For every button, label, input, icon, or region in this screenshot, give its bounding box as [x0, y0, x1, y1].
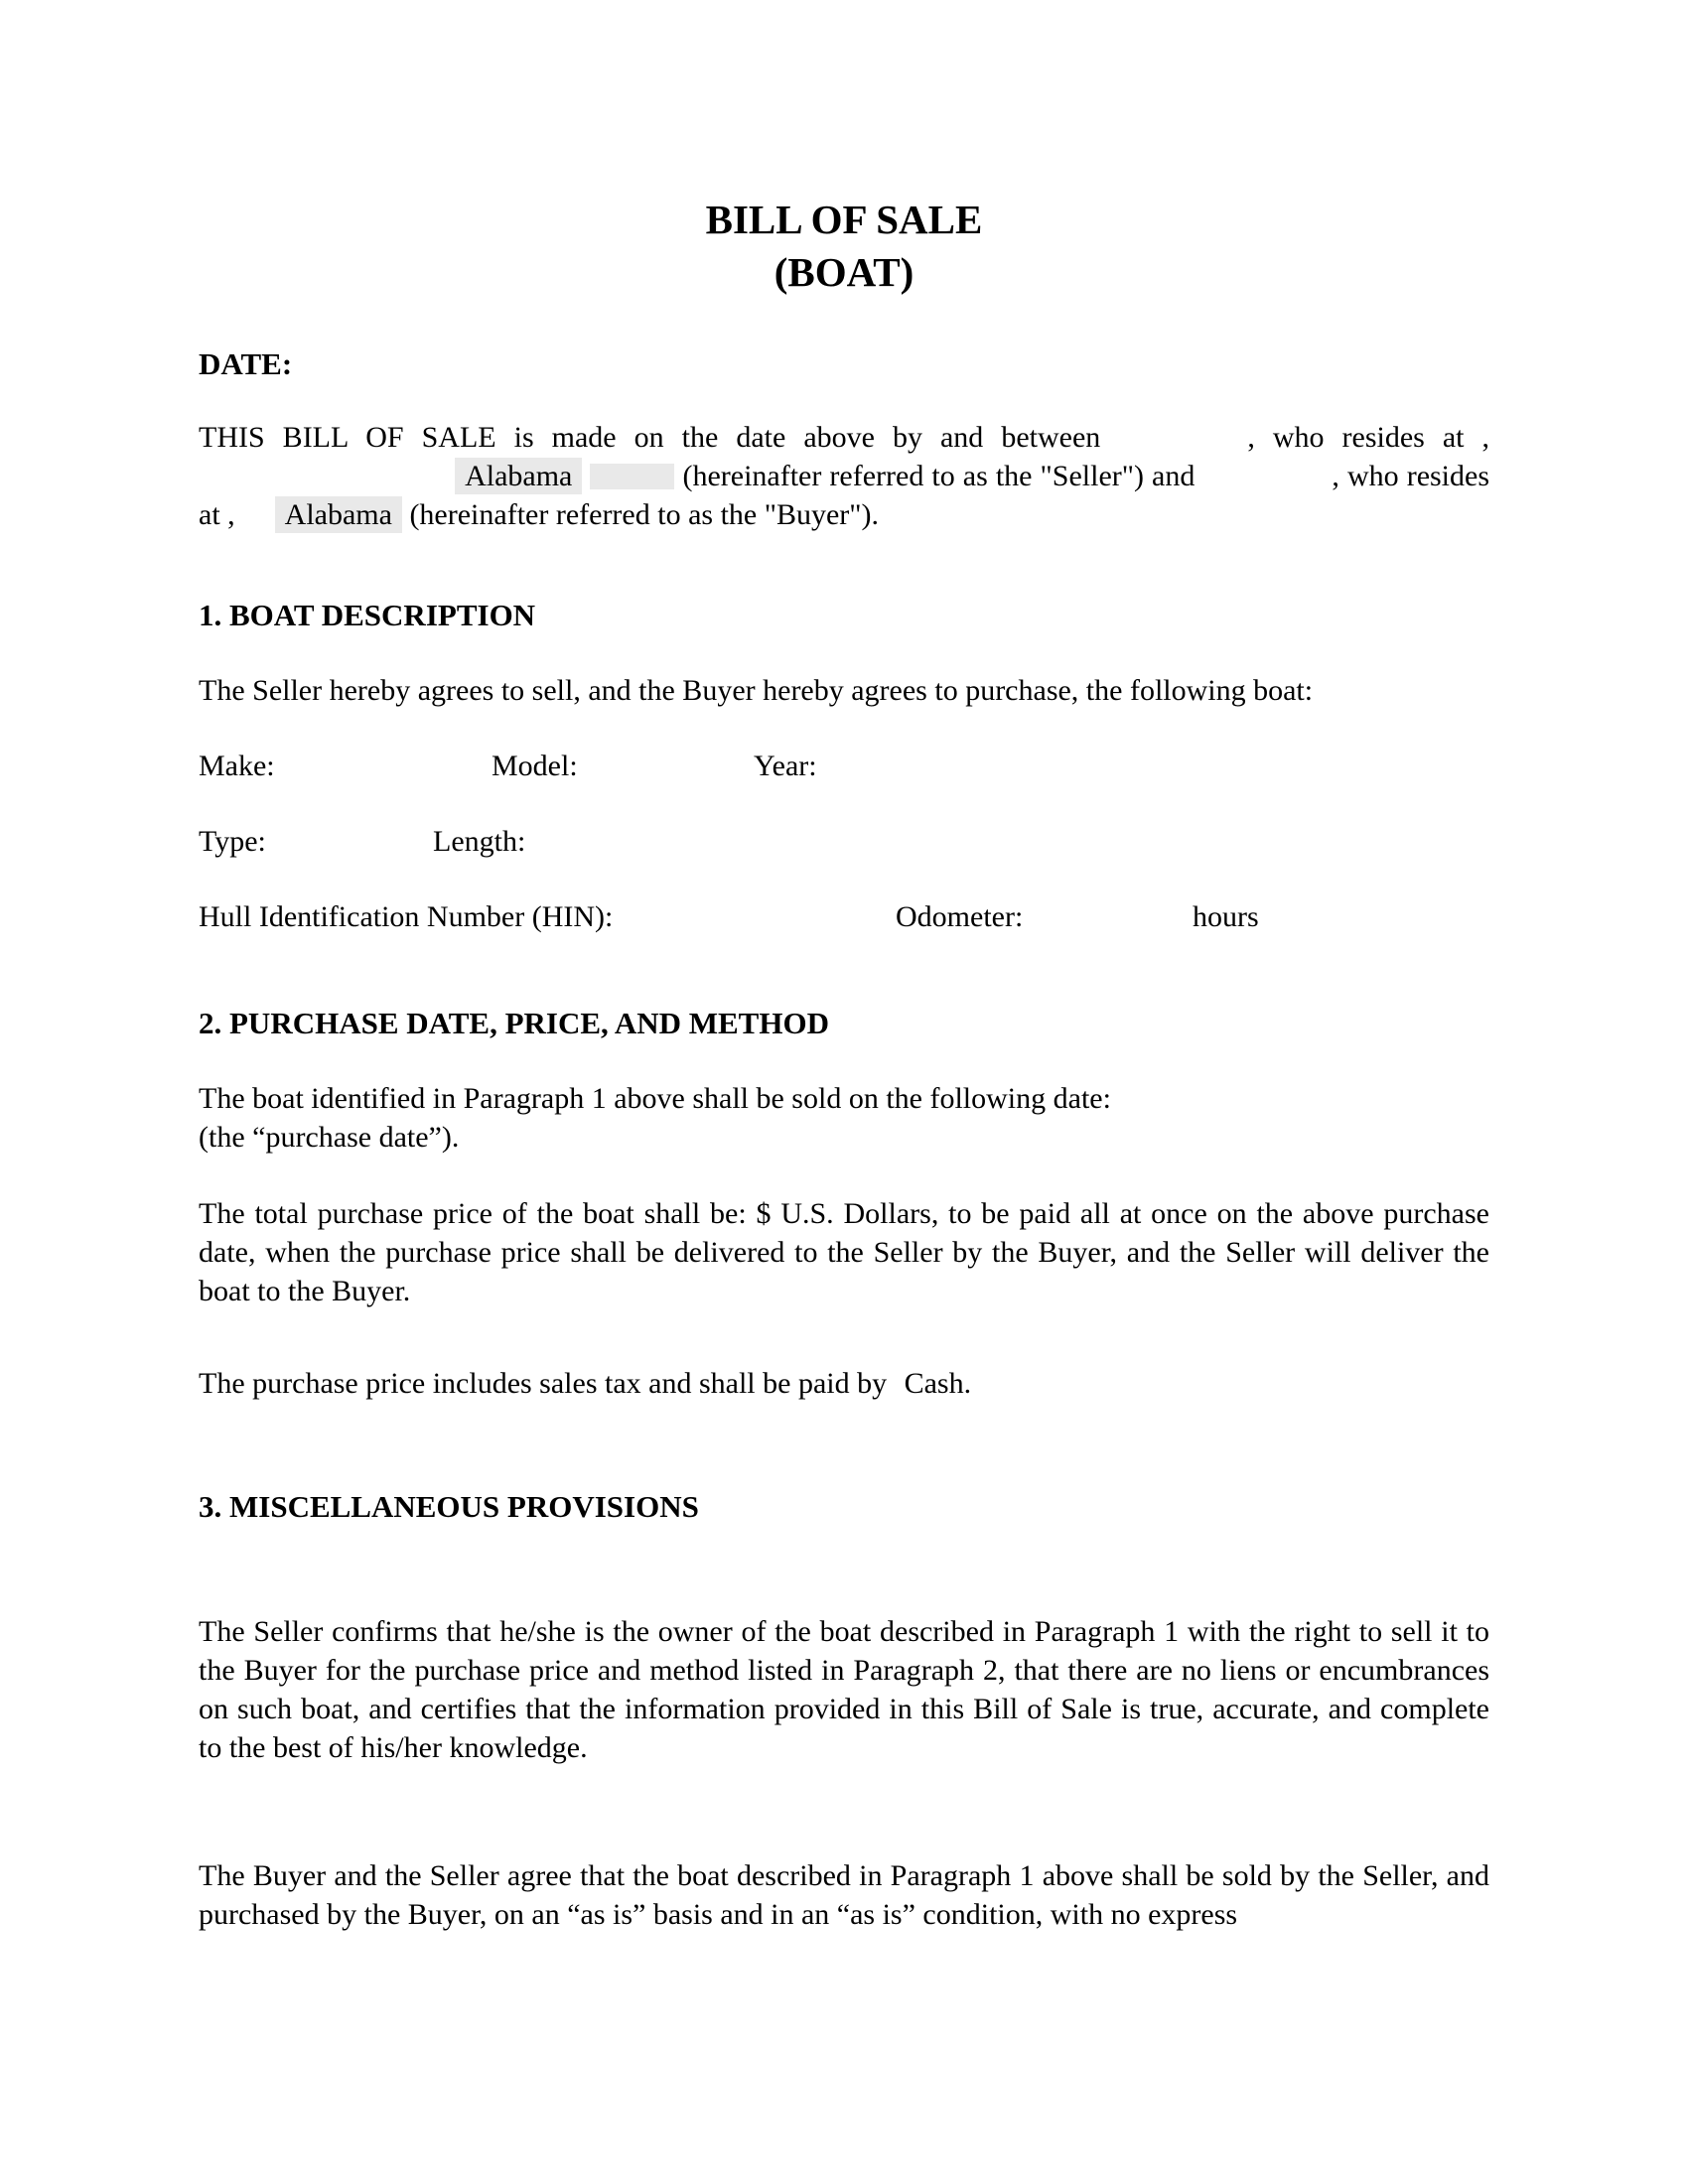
intro-text-4: , who resides at ,: [199, 460, 1490, 531]
payment-method-text: The purchase price includes sales tax and shall be paid by: [199, 1367, 888, 1400]
hours-label: hours: [1193, 900, 1259, 933]
ownership-paragraph: The Seller confirms that he/she is the owner of the boat described in Paragraph 1 with the right to sell it to the Buyer for the purchase price and method listed in Paragraph 2, that there are no liens or encumbrances on such boat, and certifies that the information provided in this Bill of Sale is true, accurate, and complete to the best of his/her knowledge.: [199, 1615, 1489, 1764]
intro-text-5: (hereinafter referred to as the "Buyer").: [409, 498, 880, 531]
payment-method-value: Cash.: [904, 1367, 972, 1400]
intro-text-2: , who resides at ,: [1247, 421, 1490, 454]
hin-odometer-line: [199, 897, 1489, 936]
buyer-state-field[interactable]: Alabama: [275, 496, 402, 533]
make-model-year-line: [199, 747, 1489, 785]
section3-heading: 3. MISCELLANEOUS PROVISIONS: [199, 1489, 699, 1524]
payment-method-line: [199, 1364, 1489, 1403]
length-label: Length:: [433, 825, 526, 858]
seller-zip-field[interactable]: [590, 464, 674, 489]
seller-state-field[interactable]: Alabama: [455, 458, 582, 494]
as-is-paragraph: The Buyer and the Seller agree that the boat described in Paragraph 1 above shall be sold by the Seller, and purchased by the Buyer, on an “as is” basis and in an “as is” condition, with no express: [199, 1859, 1489, 1931]
type-label: Type:: [199, 825, 266, 858]
document-title-line1: BILL OF SALE: [705, 197, 983, 242]
type-length-line: [199, 822, 1489, 861]
purchase-date-paragraph: [199, 1079, 1489, 1157]
purchase-price-paragraph: The total purchase price of the boat shall be: $ U.S. Dollars, to be paid all at once on the above purchase date, when the purchase price shall be delivered to the Seller by the Buyer, and the Seller will deliver the boat to the Buyer.: [199, 1197, 1489, 1307]
document-title: [199, 194, 1489, 299]
section1-heading: 1. BOAT DESCRIPTION: [199, 598, 536, 632]
model-label: Model:: [492, 750, 578, 782]
hin-label: Hull Identification Number (HIN):: [199, 900, 614, 933]
year-label: Year:: [754, 750, 817, 782]
document-title-line2: (BOAT): [774, 249, 914, 295]
intro-text-3: (hereinafter referred to as the "Seller") and: [682, 460, 1196, 492]
purchase-date-line1: The boat identified in Paragraph 1 above shall be sold on the following date:: [199, 1082, 1111, 1115]
odometer-label: Odometer:: [896, 900, 1024, 933]
purchase-date-line2: (the “purchase date”).: [199, 1121, 460, 1154]
intro-paragraph: [199, 418, 1489, 534]
section2-heading: 2. PURCHASE DATE, PRICE, AND METHOD: [199, 1006, 829, 1040]
section1-intro: The Seller hereby agrees to sell, and the Buyer hereby agrees to purchase, the following boat:: [199, 674, 1314, 707]
buyer-name-field[interactable]: [1202, 464, 1332, 489]
date-label: DATE:: [199, 346, 293, 381]
seller-city-field[interactable]: [199, 464, 447, 489]
seller-name-field[interactable]: [1118, 425, 1247, 451]
make-label: Make:: [199, 750, 275, 782]
intro-text-1: THIS BILL OF SALE is made on the date above by and between: [199, 421, 1101, 454]
buyer-city-field[interactable]: [242, 502, 267, 528]
